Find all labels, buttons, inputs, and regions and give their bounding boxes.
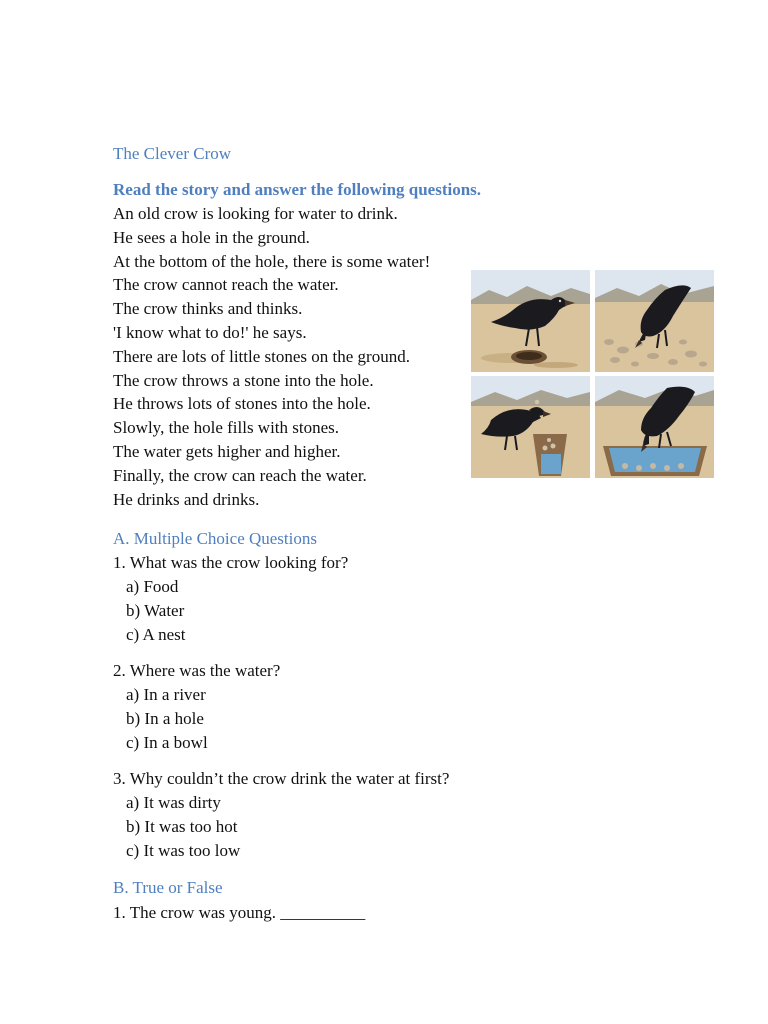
crow-drinking-water-icon [595, 376, 714, 478]
mcq-question-1 [113, 552, 348, 648]
section-b-heading: B. True or False [113, 878, 223, 897]
story-line: There are lots of little stones on the ground. [113, 346, 410, 366]
page-title: The Clever Crow [113, 144, 232, 163]
mcq-question-2 [113, 660, 280, 756]
story-line: Finally, the crow can reach the water. [113, 465, 367, 485]
crow-story-illustration [471, 270, 714, 478]
mcq-question-3 [113, 768, 449, 864]
story-line: An old crow is looking for water to drink. [113, 204, 398, 223]
story-line: 'I know what to do!' he says. [113, 322, 307, 342]
story-line: He sees a hole in the ground. [113, 227, 310, 247]
answer-option: b) It was too hot [126, 817, 238, 836]
answer-option: a) It was dirty [126, 793, 221, 812]
story-line: He drinks and drinks. [113, 489, 260, 509]
answer-option: c) A nest [126, 625, 186, 644]
question-text: 1. What was the crow looking for? [113, 553, 349, 572]
crow-pecking-stones-icon [595, 270, 714, 372]
story-line: At the bottom of the hole, there is some water! [113, 251, 431, 271]
answer-option: a) In a river [126, 685, 206, 704]
story-line: The crow throws a stone into the hole. [113, 370, 374, 390]
question-text: 2. Where was the water? [113, 661, 281, 680]
answer-option: b) Water [126, 601, 185, 620]
section-a-heading: A. Multiple Choice Questions [113, 529, 317, 548]
story-line: The crow thinks and thinks. [113, 299, 303, 319]
true-false-question-1: 1. The crow was young. __________ [113, 903, 366, 922]
story-line: The water gets higher and higher. [113, 441, 341, 461]
crow-beside-hole-icon [471, 270, 590, 372]
answer-option: a) Food [126, 577, 179, 596]
instruction-text: Read the story and answer the following questions. [113, 180, 482, 199]
answer-option: b) In a hole [126, 709, 204, 728]
story-text [113, 203, 430, 512]
answer-option: c) It was too low [126, 841, 241, 860]
story-line: He throws lots of stones into the hole. [113, 394, 371, 414]
story-line: The crow cannot reach the water. [113, 275, 339, 295]
story-line: Slowly, the hole fills with stones. [113, 418, 340, 438]
answer-option: c) In a bowl [126, 733, 208, 752]
question-text: 3. Why couldn’t the crow drink the water at first? [113, 769, 450, 788]
crow-dropping-stones-icon [471, 376, 590, 478]
